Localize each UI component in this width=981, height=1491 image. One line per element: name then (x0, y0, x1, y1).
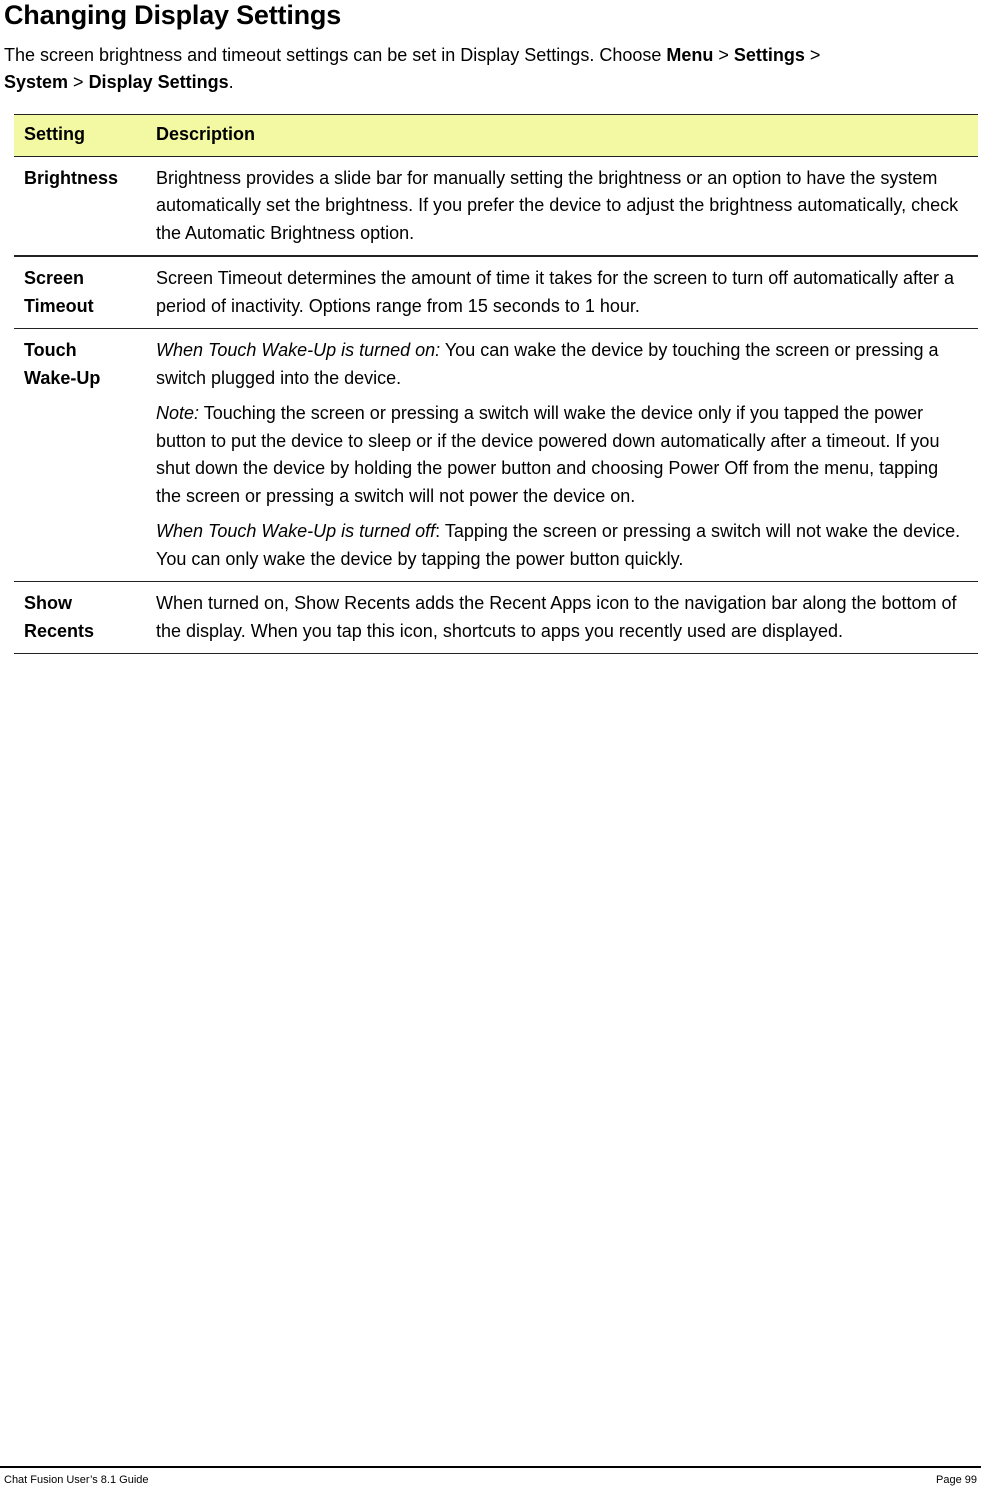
menu-path-4: Display Settings (88, 72, 229, 92)
header-description: Description (146, 115, 978, 157)
setting-name: Touch Wake-Up (14, 329, 146, 582)
path-separator: > (68, 72, 89, 92)
paragraph-lead: When Touch Wake-Up is turned off (156, 521, 436, 541)
description-paragraph (156, 518, 968, 573)
page-title: Changing Display Settings (4, 0, 342, 30)
paragraph-lead: Note: (156, 403, 200, 423)
setting-description (146, 582, 978, 654)
description-paragraph: When turned on, Show Recents adds the Recent Apps icon to the navigation bar along the bottom of the display. When you tap this icon, shortcuts to apps you recently used are displayed. (156, 593, 957, 641)
description-paragraph (156, 400, 968, 510)
description-paragraph: Brightness provides a slide bar for manually setting the brightness or an option to have the system automatically set the brightness. If you prefer the device to adjust the brightness automatically, check the Automatic Brightness option. (156, 167, 959, 243)
setting-name: Show Recents (14, 582, 146, 654)
setting-description (146, 329, 978, 582)
menu-path-1: Menu (666, 45, 714, 65)
intro-paragraph (4, 42, 964, 96)
setting-description (146, 156, 978, 256)
paragraph-text: You can wake the device by touching the screen or pressing a switch plugged into the device. (156, 340, 939, 388)
setting-name: Brightness (14, 156, 146, 256)
table-row (14, 156, 978, 256)
paragraph-text: : Tapping the screen or pressing a switch will not wake the device. You can only wake the device by tapping the power button quickly. (156, 521, 961, 569)
table-row (14, 256, 978, 329)
table-row (14, 329, 978, 582)
paragraph-lead: When Touch Wake-Up is turned on: (156, 340, 441, 360)
paragraph-text: Touching the screen or pressing a switch will wake the device only if you tapped the power button to put the device to sleep or if the device powered down automatically after a timeout. If you shut down the device by holding the power button and choosing Power Off from the menu, tapping the screen or pressing a switch will not power the device on. (156, 403, 940, 506)
setting-name: Screen Timeout (14, 256, 146, 329)
footer-guide-name: Chat Fusion User’s 8.1 Guide (4, 1474, 149, 1486)
intro-end: . (228, 72, 234, 92)
table-row (14, 582, 978, 654)
menu-path-3: System (4, 72, 69, 92)
table-header-row (14, 115, 978, 157)
menu-path-2: Settings (733, 45, 805, 65)
footer-divider (0, 1466, 981, 1468)
description-paragraph (156, 337, 968, 392)
settings-table (14, 114, 978, 654)
setting-description (146, 256, 978, 329)
header-setting: Setting (14, 115, 146, 157)
description-paragraph: Screen Timeout determines the amount of time it takes for the screen to turn off automatically after a period of inactivity. Options range from 15 seconds to 1 hour. (156, 268, 955, 316)
footer-page-number: Page 99 (936, 1474, 977, 1486)
path-separator: > (804, 45, 821, 65)
intro-text: The screen brightness and timeout settings can be set in Display Settings. Choose (4, 45, 667, 65)
path-separator: > (713, 45, 734, 65)
